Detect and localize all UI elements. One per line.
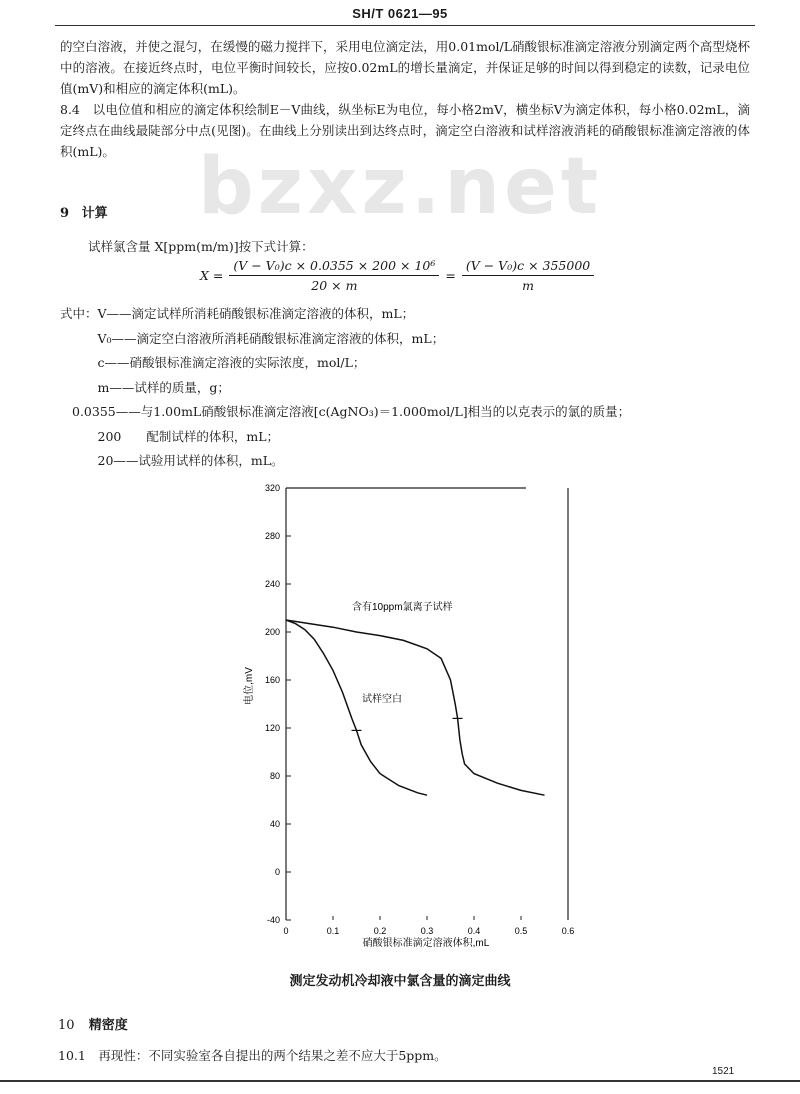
section-number: 10 xyxy=(58,1018,75,1033)
section-10-1: 10.1 再现性：不同实验室各自提出的两个结果之差不应大于5ppm。 xyxy=(58,1048,447,1063)
definition-item: 式中：V——滴定试样所消耗硝酸银标准滴定溶液的体积，mL； xyxy=(60,306,415,321)
x-tick-label: 0.3 xyxy=(420,926,434,936)
y-tick-label: 0 xyxy=(274,867,280,877)
y-axis-label: 电位,mV xyxy=(244,667,255,705)
definition-item: 20——试验用试样的体积，mL。 xyxy=(60,453,284,468)
section-10-heading xyxy=(58,1014,128,1033)
header-rule xyxy=(55,25,755,26)
fraction-1-denominator: 20 × m xyxy=(311,278,358,293)
definition-item: 200 配制试样的体积，mL； xyxy=(60,428,280,444)
y-tick-label: 40 xyxy=(269,819,280,829)
blank-curve-label: 试样空白 xyxy=(362,694,402,705)
sample-curve xyxy=(286,620,545,795)
definition-item: m——试样的质量，g； xyxy=(60,379,230,395)
definition-item: c——硝酸银标准滴定溶液的实际浓度，mol/L； xyxy=(60,355,366,370)
y-tick-label: -40 xyxy=(266,915,280,925)
y-tick-label: 120 xyxy=(264,723,280,733)
section-number: 9 xyxy=(60,206,70,221)
y-tick-label: 200 xyxy=(264,627,280,637)
section-title: 计算 xyxy=(81,206,108,221)
standard-code: SH/T 0621—95 xyxy=(352,6,448,21)
paragraph-8-4: 8.4 以电位值和相应的滴定体积绘制E－V曲线，纵坐标E为电位，每小格2mV，横坐标V为滴定体积，每小格0.02mL，滴定终点在曲线最陡部分中点(见图)。在曲线上分别读出到达终点时，滴定空白溶液和试样溶液消耗的硝酸银标准滴定溶液的体积(mL)。 xyxy=(60,102,750,159)
formula-lhs: X = xyxy=(200,268,224,283)
y-tick-label: 280 xyxy=(264,531,280,541)
x-tick-label: 0.4 xyxy=(467,926,481,936)
y-tick-label: 160 xyxy=(264,675,280,685)
x-axis-label: 硝酸银标准滴定溶液体积,mL xyxy=(362,938,490,949)
titration-curve-chart xyxy=(230,478,590,958)
formula-equals: = xyxy=(445,268,456,283)
body-text xyxy=(60,36,750,162)
definition-item: V₀——滴定空白溶液所消耗硝酸银标准滴定溶液的体积，mL； xyxy=(60,330,445,346)
y-tick-label: 80 xyxy=(269,771,280,781)
x-tick-label: 0 xyxy=(283,926,289,936)
fraction-2-denominator: m xyxy=(522,278,534,293)
section-9-heading xyxy=(60,202,108,221)
x-tick-label: 0.6 xyxy=(561,926,575,936)
formula xyxy=(200,258,594,293)
fraction-2-numerator: (V − V₀)c × 355000 xyxy=(462,258,594,276)
watermark: bzxz.net xyxy=(197,142,603,232)
fraction-1-numerator: (V − V₀)c × 0.0355 × 200 × 10⁶ xyxy=(229,258,439,276)
footer-rule xyxy=(0,1080,800,1082)
x-tick-label: 0.5 xyxy=(514,926,528,936)
paragraph-continuation: 的空白溶液，并使之混匀，在缓慢的磁力搅拌下，采用电位滴定法，用0.01mol/L硝酸银标准滴定溶液分别滴定两个高型烧杯中的溶液。在接近终点时，电位平衡时间较长，应按0.02mL的增长量滴定，并保证足够的时间以得到稳定的读数，记录电位值(mV)和相应的滴定体积(mL)。 xyxy=(60,39,750,96)
x-tick-label: 0.1 xyxy=(326,926,340,936)
x-tick-label: 0.2 xyxy=(373,926,387,936)
definition-item: 0.0355——与1.00mL硝酸银标准滴定溶液[c(AgNO₃)＝1.000mol/L]相当的以克表示的氯的质量； xyxy=(72,404,631,419)
formula-intro: 试样氯含量 X[ppm(m/m)]按下式计算： xyxy=(88,239,314,254)
sample-curve-label: 含有10ppm氯离子试样 xyxy=(352,602,453,613)
definitions-list xyxy=(60,302,630,474)
y-tick-label: 320 xyxy=(264,483,280,493)
figure-caption: 测定发动机冷却液中氯含量的滴定曲线 xyxy=(289,974,511,989)
fraction-2 xyxy=(462,258,594,293)
page-number: 1521 xyxy=(712,1066,735,1077)
fraction-1 xyxy=(229,258,439,293)
blank-curve xyxy=(286,620,427,795)
y-tick-label: 240 xyxy=(264,579,280,589)
section-title: 精密度 xyxy=(88,1018,128,1033)
